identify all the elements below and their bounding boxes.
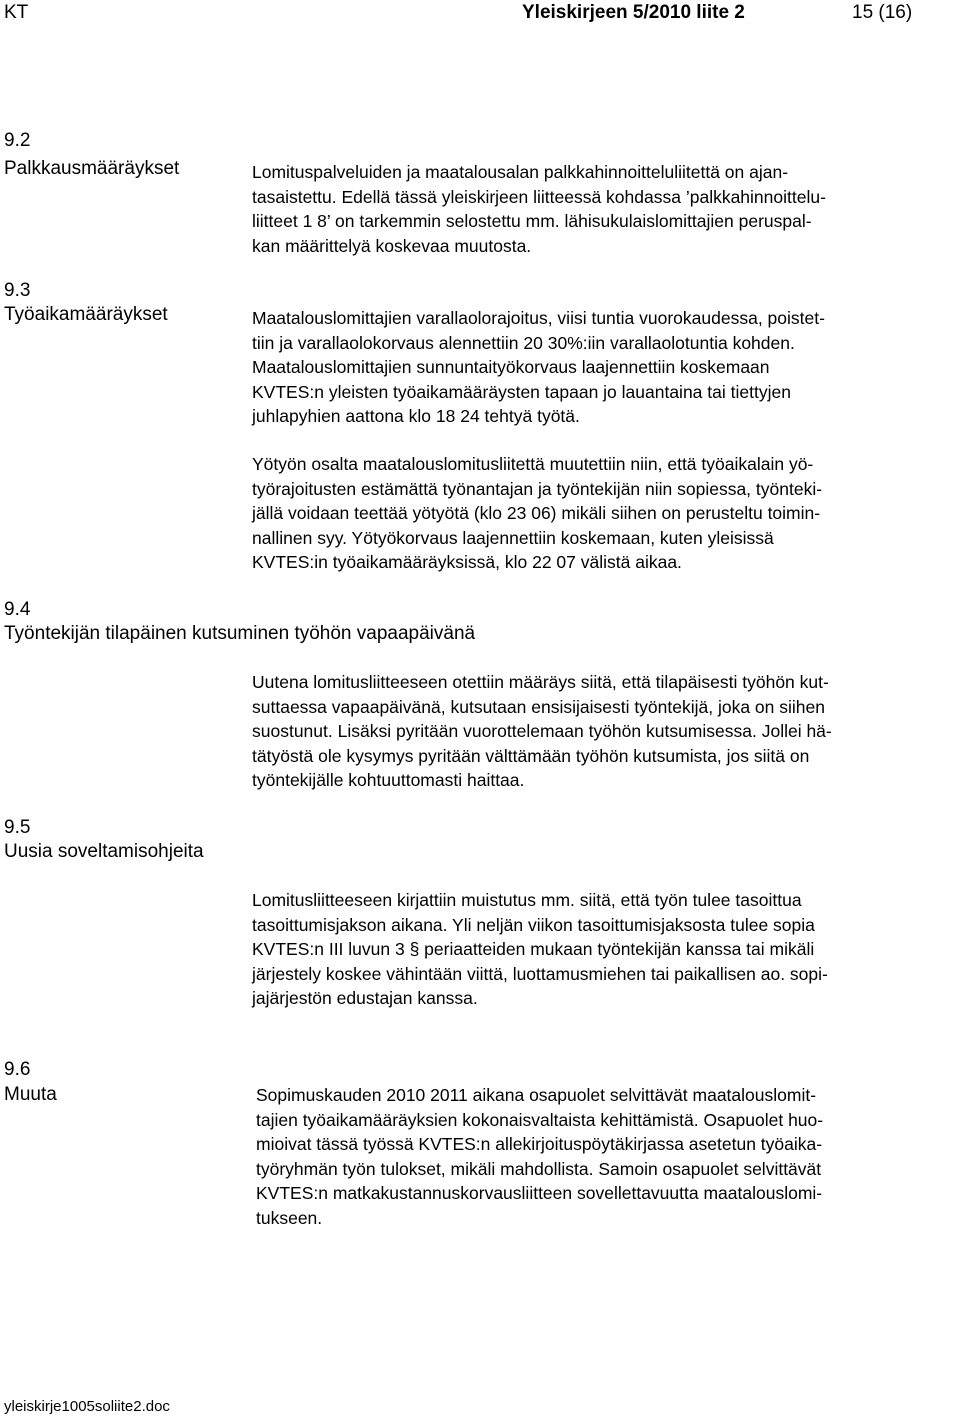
section-number: 9.4 <box>4 599 31 620</box>
footer-filename: yleiskirje1005soliite2.doc <box>4 1398 170 1415</box>
paragraph <box>256 1083 946 1230</box>
header-org: KT <box>4 2 29 23</box>
text-line: suttaessa vapaapäivänä, kutsutaan ensisijaisesti työntekijä, joka on siihen <box>252 696 825 717</box>
text-line: nallinen syy. Yötyökorvaus laajennettiin koskemaan, kuten yleisissä <box>252 527 774 548</box>
text-line: KVTES:n III luvun 3 § periaatteiden mukaan työntekijän kanssa tai mikäli <box>252 939 815 959</box>
section-number: 9.5 <box>4 817 31 838</box>
text-line: Lomituspalveluiden ja maatalousalan palkkahinnoitteluliitettä on ajan- <box>252 162 789 182</box>
text-line: Yötyön osalta maatalouslomitusliitettä muutettiin niin, että työaikalain yö- <box>252 454 814 474</box>
text-line: KVTES:n matkakustannuskorvausliitteen sovellettavuutta maatalouslomi- <box>256 1183 823 1203</box>
text-line: KVTES:n yleisten työaikamääräysten tapaan jo lauantaina tai tiettyjen <box>252 381 791 402</box>
text-line: tiin ja varallaolokorvaus alennettiin 20 30%:iin varallaolotuntia kohden. <box>252 332 795 353</box>
text-line: suostunut. Lisäksi pyritään vuorottelemaan työhön kutsumisessa. Jollei hä- <box>252 721 832 741</box>
header-page-number: 15 (16) <box>852 2 913 23</box>
header-title: Yleiskirjeen 5/2010 liite 2 <box>522 2 745 23</box>
text-line: jajärjestön edustajan kanssa. <box>252 988 478 1008</box>
text-line: mioivat tässä työssä KVTES:n allekirjoituspöytäkirjassa asetetun työaika- <box>256 1134 823 1154</box>
text-line: Lomitusliitteeseen kirjattiin muistutus mm. siitä, että työn tulee tasoittua <box>252 890 802 910</box>
paragraph <box>252 160 932 258</box>
paragraph <box>252 888 932 1011</box>
text-line: jällä voidaan teettää yötyötä (klo 23 06) mikäli siihen on perusteltu toimin- <box>252 503 821 523</box>
text-line: kan määrittelyä koskevaa muutosta. <box>252 235 532 256</box>
text-line: Uutena lomitusliitteeseen otettiin määräys siitä, että tilapäisesti työhön kut- <box>252 672 829 692</box>
section-number: 9.2 <box>4 130 31 151</box>
text-line: tukseen. <box>256 1207 323 1228</box>
text-line: tätyöstä ole kysymys pyritään välttämään työhön kutsumista, jos siitä on <box>252 745 810 766</box>
paragraph <box>252 306 932 429</box>
section-title: Työaikamääräykset <box>4 304 168 325</box>
text-line: Maatalouslomittajien sunnuntaityökorvaus laajennettiin koskemaan <box>252 357 770 377</box>
text-line: juhlapyhien aattona klo 18 24 tehtyä työtä. <box>252 406 580 426</box>
paragraph <box>252 452 932 575</box>
text-line: tasoittumisjakson aikana. Yli neljän viikon tasoittumisjaksosta tulee sopia <box>252 914 815 935</box>
section-title: Palkkausmääräykset <box>4 158 180 179</box>
text-line: tasaistettu. Edellä tässä yleiskirjeen liitteessä kohdassa ’palkkahinnoittelu- <box>252 186 826 207</box>
text-line: työryhmän työn tulokset, mikäli mahdollista. Samoin osapuolet selvittävät <box>256 1158 822 1179</box>
text-line: Sopimuskauden 2010 2011 aikana osapuolet selvittävät maatalouslomit- <box>256 1085 817 1105</box>
text-line: työntekijälle kohtuuttomasti haittaa. <box>252 770 525 790</box>
section-number: 9.3 <box>4 280 31 301</box>
text-line: liitteet 1 8’ on tarkemmin selostettu mm. lähisukulaislomittajien peruspal- <box>252 211 812 231</box>
paragraph <box>252 670 932 793</box>
section-title: Uusia soveltamisohjeita <box>4 841 204 862</box>
section-number: 9.6 <box>4 1059 31 1080</box>
text-line: järjestely koskee vähintään viittä, luottamusmiehen tai paikallisen ao. sopi- <box>252 963 828 984</box>
text-line: työrajoitusten estämättä työnantajan ja työntekijän niin sopiessa, työnteki- <box>252 478 823 499</box>
section-title: Työntekijän tilapäinen kutsuminen työhön vapaapäivänä <box>4 623 476 644</box>
text-line: tajien työaikamääräyksien kokonaisvaltaista kehittämistä. Osapuolet huo- <box>256 1109 824 1130</box>
section-title: Muuta <box>4 1084 57 1105</box>
text-line: Maatalouslomittajien varallaolorajoitus, viisi tuntia vuorokaudessa, poistet- <box>252 308 825 328</box>
text-line: KVTES:in työaikamääräyksissä, klo 22 07 välistä aikaa. <box>252 552 682 572</box>
